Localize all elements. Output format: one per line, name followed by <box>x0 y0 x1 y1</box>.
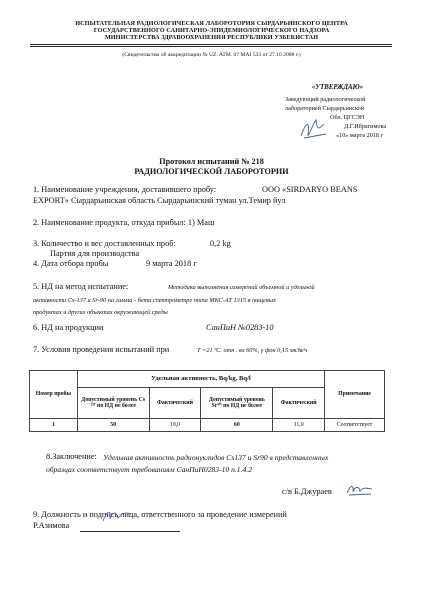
item-5-text-c: продуктах и других объектах окружающей среды <box>33 309 168 316</box>
cell-cs-allowed: 50 <box>77 419 149 432</box>
conclusion-text-b: образцах соответствует требованиям СанПиН0283-10 п.1.4.2 <box>46 465 252 474</box>
conclusion-text-a: Удельная активность радионуклидов Cs137 и Sr90 в представленных <box>103 453 329 462</box>
conclusion-label: 8.Заключение: <box>46 452 97 461</box>
approval-title: «УТВЕРЖДАЮ» <box>312 84 364 91</box>
item-4-label: 4. Дата отбора пробы <box>33 259 109 268</box>
item-3-sub: Партия для производства <box>50 249 140 258</box>
table-header-row <box>30 371 385 388</box>
item-1-value-a: ООО «SIRDARYO BEANS <box>262 185 358 194</box>
responsible-signature-icon <box>100 505 134 527</box>
header-line-2: ГОСУДАРСТВЕННОГО САНИТАРНО-ЭПИДЕМИОЛОГИЧЕСКОГО НАДЗОРА <box>93 27 330 34</box>
item-5-text-a: Методика выполнения измерений объемной и удельной <box>168 284 315 291</box>
header-divider-2 <box>30 46 392 47</box>
approval-signature-icon <box>298 114 330 144</box>
item-7-value: Т =21 ºС. отн . вл 60%, γ фон 0,15 мкЗв/ч <box>197 347 308 354</box>
header-specific-activity: Удельная активность, Bq/kg, Bq/l <box>77 371 324 388</box>
approval-date: «10» марта 2018 г <box>336 132 384 139</box>
header-sr-actual: Фактический <box>273 388 325 419</box>
header-sample-number: Номер пробы <box>30 371 78 419</box>
approval-line-3: Обл. ЦГСЭН <box>330 114 365 121</box>
item-7-label: 7. Условия проведения испытаний при <box>33 345 170 354</box>
header-line-1: ИСПЫТАТЕЛЬНАЯ РАДИОЛОГИЧЕСКАЯ ЛАБОРОТОРИЯ СЫРДАРЬИНСКОГО ЦЕНТРА <box>75 20 348 27</box>
item-2: 2. Наименование продукта, откуда прибыл: 1) Маш <box>33 218 215 227</box>
cell-sr-actual: 11,0 <box>273 419 325 432</box>
conclusion-signature-icon <box>345 482 375 498</box>
responsible-signature-line <box>80 531 180 532</box>
approval-line-1: Заведующий радиологической <box>285 96 366 103</box>
item-3-label: 3. Количество и вес доставленных проб: <box>33 239 176 248</box>
table-row <box>30 419 385 432</box>
item-4-value: 9 марта 2018 г <box>146 259 197 268</box>
header-cs-allowed: Допустимый уровень Cs ¹³⁷ по НД не более <box>77 388 149 419</box>
accreditation-note: (Свидетельство об аккредитации № UZ. ATM. 07 MAI 533 от 27.10 2008 г.) <box>122 52 301 58</box>
cell-sr-allowed: 60 <box>201 419 273 432</box>
cell-sample-number: 1 <box>30 419 78 432</box>
header-divider <box>30 44 392 45</box>
cell-note: Соответствует <box>325 419 385 432</box>
item-3-value: 0,2 kg <box>210 239 231 248</box>
approval-line-2: лабораторией Сырдарьинской <box>285 105 365 112</box>
item-1-value-b: EXPORT» Сырдарьинская область Сырдарьинский туман ул.Темир йул <box>33 196 286 205</box>
responsible-line-b: Р.Азимова <box>33 521 70 530</box>
header-line-3: МИНИСТЕРСТВА ЗДРАВООХРАНЕНИЯ РЕСПУБЛИКИ УЗБЕКИСТАН <box>104 34 319 41</box>
cell-cs-actual: 10,0 <box>149 419 201 432</box>
item-5-text-b: активности Cs-137 и Sr-90 на гамма - бета спектрометре типа МКС-АТ 1315 в пищевых <box>33 297 276 304</box>
item-6-label: 6. НД на продукции <box>33 323 104 332</box>
conclusion-signer: с/в Б.Джураев <box>282 487 332 496</box>
item-5-label: 5. НД на метод испытание: <box>33 282 129 291</box>
results-table <box>29 370 385 432</box>
approval-name: Д.Г.Ибрагимова <box>344 123 387 130</box>
header-sr-allowed: Допустимый уровень Sr⁹⁰ по НД не более <box>201 388 273 419</box>
header-note: Примечание <box>325 371 385 419</box>
header-cs-actual: Фактический <box>149 388 201 419</box>
protocol-subtitle: РАДИОЛОГИЧЕСКОЙ ЛАБОРОТОРИИ <box>134 167 289 176</box>
item-1-label: 1. Наименование учреждения, доставившего пробу: <box>33 185 217 194</box>
protocol-title: Протокол испытаний № 218 <box>159 157 264 166</box>
responsible-line-a: 9. Должность и подпись лица, ответственного за проведение измерений <box>33 510 287 519</box>
item-6-value: СанПиН №0283-10 <box>206 323 274 332</box>
